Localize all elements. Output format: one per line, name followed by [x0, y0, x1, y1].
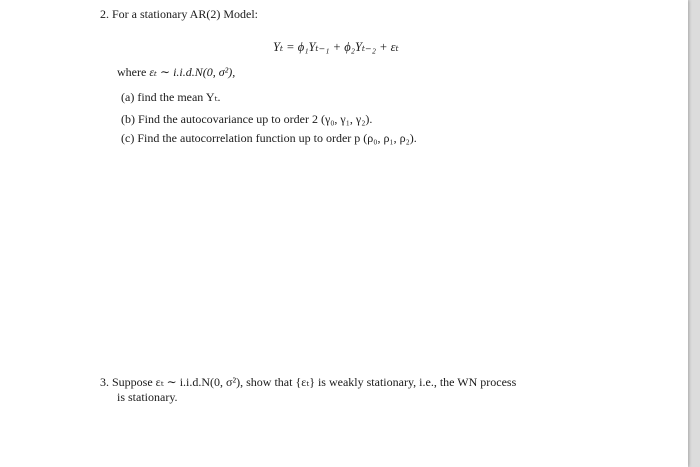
- ar2-equation: Yₜ = ϕ₁Yₜ₋₁ + ϕ₂Yₜ₋₂ + εₜ: [273, 40, 399, 54]
- noise-definition: [117, 65, 235, 79]
- problem-3-number: 3.: [100, 375, 109, 389]
- problem-3-text-1: Suppose εₜ ∼ i.i.d.N(0, σ²), show that {εₜ} is weakly stationary, i.e., the WN process: [112, 375, 517, 389]
- problem-3-line-2: is stationary.: [117, 390, 178, 404]
- part-a-text: find the mean Yₜ.: [137, 90, 221, 104]
- problem-2-intro: For a stationary AR(2) Model:: [112, 7, 258, 21]
- part-b: [121, 112, 372, 126]
- problem-2-heading: [100, 7, 258, 21]
- part-a-label: (a): [121, 90, 135, 104]
- where-prefix: where: [117, 65, 147, 79]
- noise-expression: εₜ ∼ i.i.d.N(0, σ²),: [149, 65, 236, 79]
- part-c: [121, 131, 417, 145]
- problem-2-number: 2.: [100, 7, 109, 21]
- part-c-label: (c): [121, 131, 135, 145]
- part-a: [121, 90, 220, 104]
- part-b-text: Find the autocovariance up to order 2 (γ₀, γ₁, γ₂).: [138, 112, 373, 126]
- part-b-label: (b): [121, 112, 135, 126]
- problem-3-line-1: [100, 375, 516, 389]
- part-c-text: Find the autocorrelation function up to order p (ρ₀, ρ₁, ρ₂).: [137, 131, 417, 145]
